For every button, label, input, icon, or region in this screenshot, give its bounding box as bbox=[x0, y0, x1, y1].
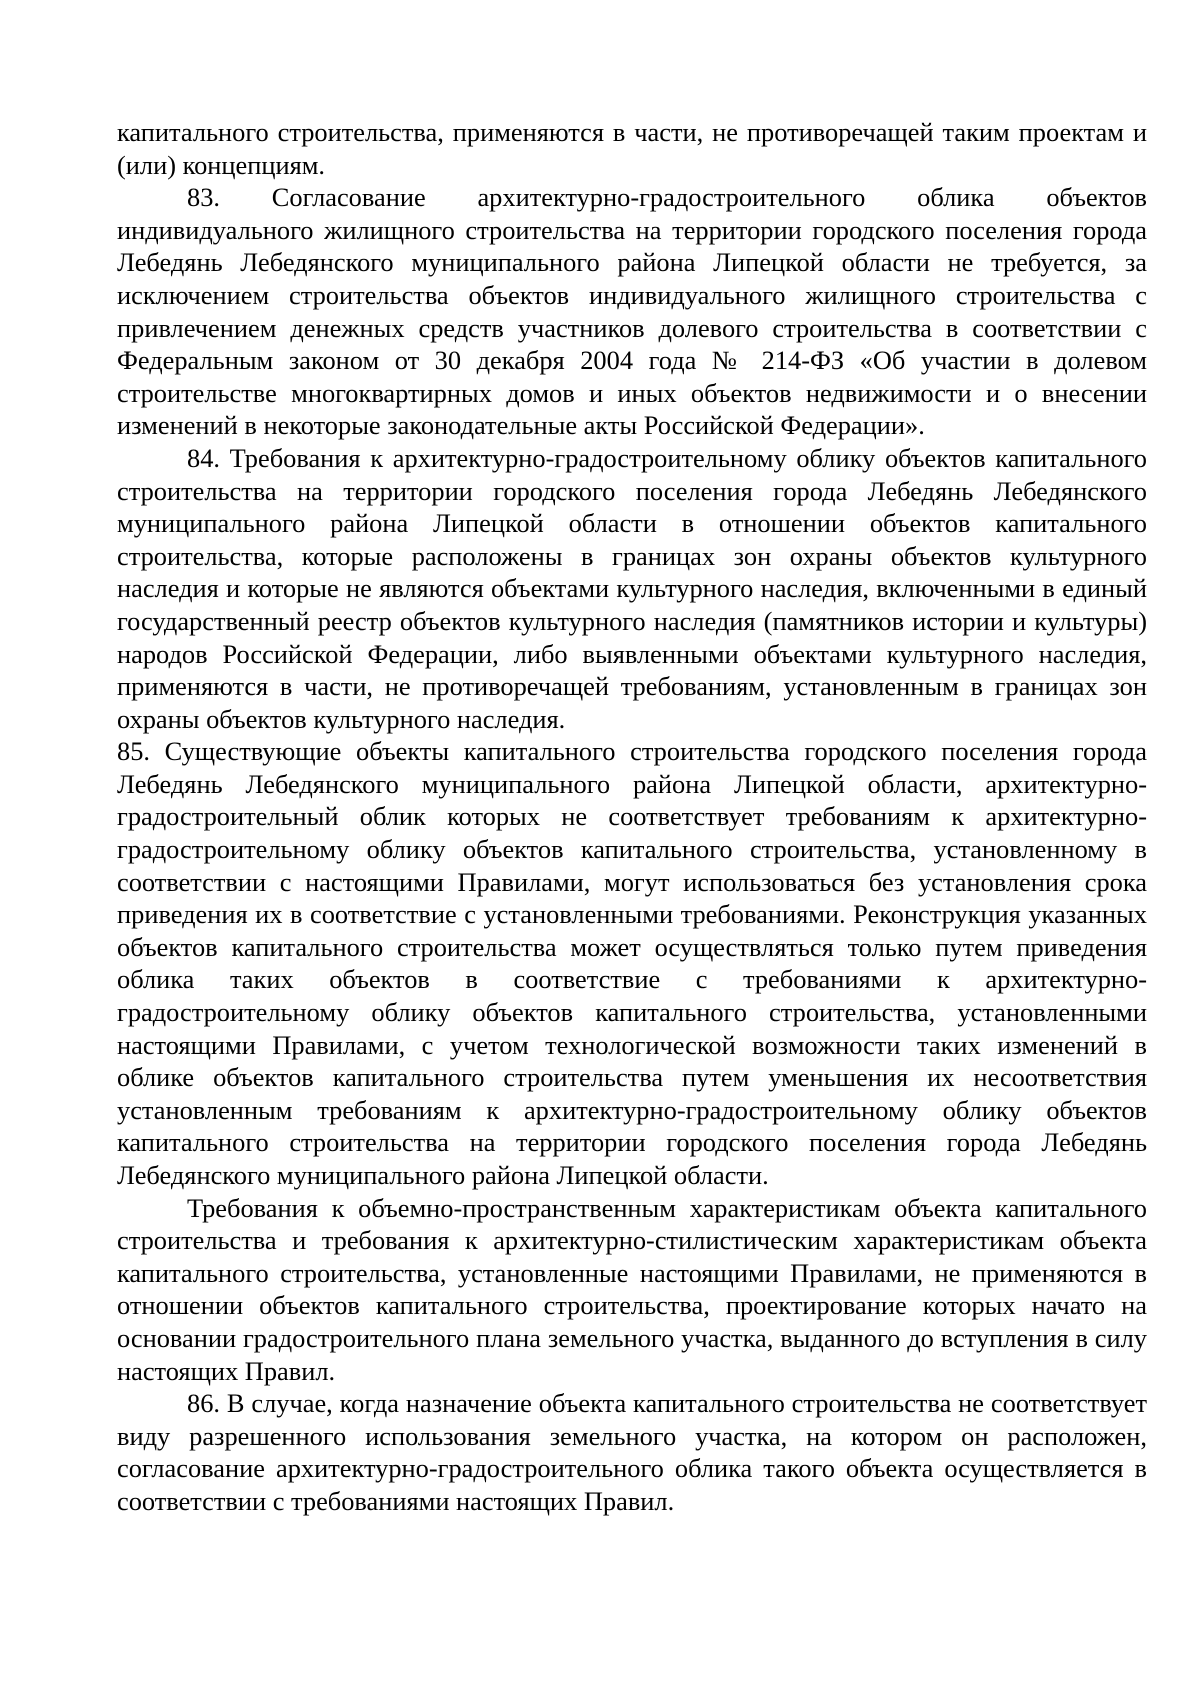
paragraph-84: 84. Требования к архитектурно-градостроительному облику объектов капитального строительства на территории городского поселения города Лебедянь Лебедянского муниципального района Липецкой области в отношении объектов капитального строительства, которые расположены в границах зон охраны объектов культурного наследия и которые не являются объектами культурного наследия, включенными в единый государственный реестр объектов культурного наследия (памятников истории и культуры) народов Российской Федерации, либо выявленными объектами культурного наследия, применяются в части, не противоречащей требованиям, установленным в границах зон охраны объектов культурного наследия. bbox=[117, 442, 1147, 734]
paragraph-85-requirements: Требования к объемно-пространственным характеристикам объекта капитального строительства и требования к архитектурно-стилистическим характеристикам объекта капитального строительства, установленные настоящими Правилами, не применяются в отношении объектов капитального строительства, проектирование которых начато на основании градостроительного плана земельного участка, выданного до вступления в силу настоящих Правил. bbox=[117, 1192, 1147, 1386]
paragraph-86: 86. В случае, когда назначение объекта капитального строительства не соответствует виду разрешенного использования земельного участка, на котором он расположен, согласование архитектурно-градостроительного облика такого объекта осуществляется в соответствии с требованиями настоящих Правил. bbox=[117, 1388, 1147, 1516]
paragraph-83: 83. Согласование архитектурно-градостроительного облика объектов индивидуального жилищного строительства на территории городского поселения города Лебедянь Лебедянского муниципального района Липецкой области не требуется, за исключением строительства объектов индивидуального жилищного строительства с привлечением денежных средств участников долевого строительства в соответствии с Федеральным законом от 30 декабря 2004 года № 214-ФЗ «Об участии в долевом строительстве многоквартирных домов и иных объектов недвижимости и о внесении изменений в некоторые законодательные акты Российской Федерации». bbox=[117, 182, 1147, 441]
document-page bbox=[117, 116, 1147, 1518]
paragraph-85: 85. Существующие объекты капитального строительства городского поселения города Лебедянь Лебедянского муниципального района Липецкой области, архитектурно-градостроительный облик которых не соответствует требованиям к архитектурно-градостроительному облику объектов капитального строительства, установленному в соответствии с настоящими Правилами, могут использоваться без установления срока приведения их в соответствие с установленными требованиями. Реконструкция указанных объектов капитального строительства может осуществляться только путем приведения облика таких объектов в соответствие с требованиями к архитектурно-градостроительному облику объектов капитального строительства, установленными настоящими Правилами, с учетом технологической возможности таких изменений в облике объектов капитального строительства путем уменьшения их несоответствия установленным требованиям к архитектурно-градостроительному облику объектов капитального строительства на территории городского поселения города Лебедянь Лебедянского муниципального района Липецкой области. bbox=[117, 736, 1147, 1190]
paragraph-continuation: капитального строительства, применяются в части, не противоречащей таким проектам и (или) концепциям. bbox=[117, 117, 1147, 180]
